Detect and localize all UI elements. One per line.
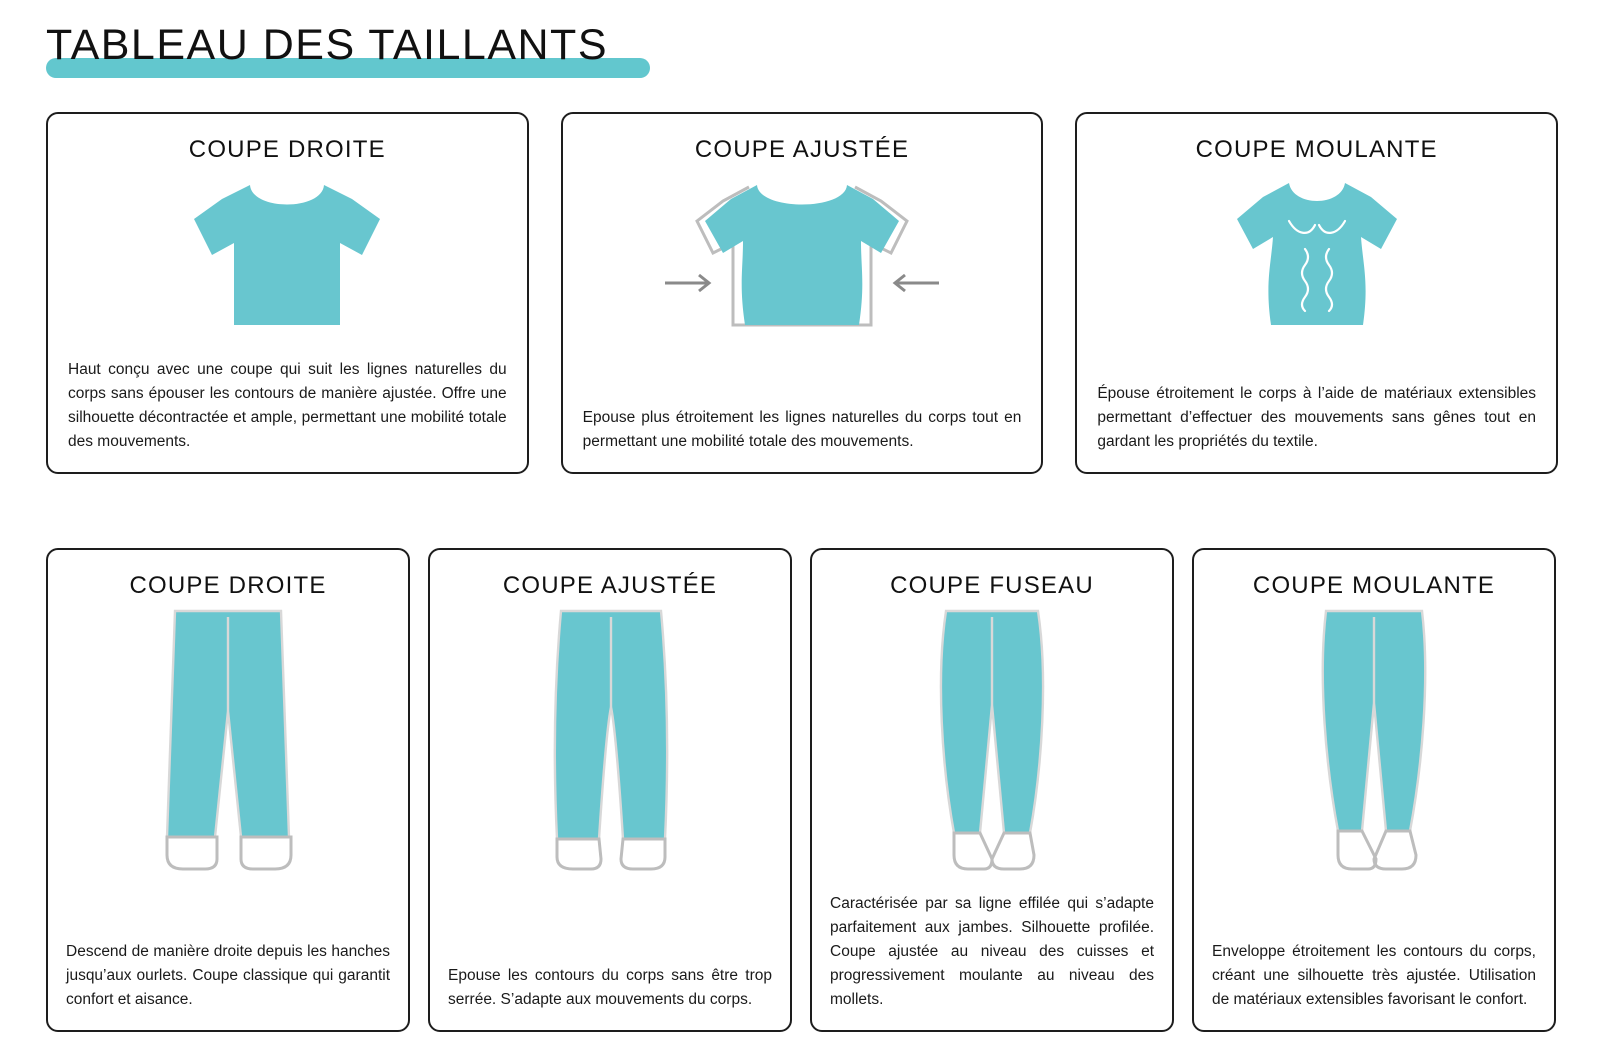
card-bottom-coupe-ajustee[interactable] — [428, 548, 792, 1032]
pants-tapered-icon — [830, 606, 1154, 876]
card-title: COUPE MOULANTE — [1195, 136, 1438, 163]
card-bottom-coupe-moulante[interactable] — [1192, 548, 1556, 1032]
card-description: Enveloppe étroitement les contours du corps, créant une silhouette très ajustée. Utilisation de matériaux extensibles favorisant le confort. — [1212, 942, 1536, 1008]
bottoms-section — [46, 548, 1558, 1032]
pants-tight-icon — [1212, 606, 1536, 876]
card-top-coupe-ajustee[interactable] — [561, 112, 1044, 474]
card-description: Haut conçu avec une coupe qui suit les lignes naturelles du corps sans épouser les contours de manière ajustée. Offre une silhouette décontractée et ample, permettant une mobilité totale des mouvements. — [68, 360, 507, 450]
card-bottom-coupe-droite[interactable] — [46, 548, 410, 1032]
card-title: COUPE MOULANTE — [1252, 572, 1496, 599]
tshirt-straight-icon — [68, 170, 507, 340]
tshirt-fitted-icon — [583, 170, 1022, 340]
card-title: COUPE AJUSTÉE — [694, 136, 910, 163]
card-top-coupe-droite[interactable] — [46, 112, 529, 474]
card-description: Epouse plus étroitement les lignes naturelles du corps tout en permettant une mobilité totale des mouvements. — [582, 408, 1022, 450]
card-description: Epouse les contours du corps sans être trop serrée. S’adapte aux mouvements du corps. — [448, 966, 772, 1008]
page-title-block — [46, 14, 608, 76]
card-title: COUPE FUSEAU — [890, 572, 1094, 599]
card-title: COUPE AJUSTÉE — [502, 572, 718, 599]
card-top-coupe-moulante[interactable] — [1075, 112, 1558, 474]
pants-fitted-icon — [448, 606, 772, 876]
tshirt-tight-icon — [1097, 170, 1536, 340]
page-title: TABLEAU DES TAILLANTS — [46, 21, 609, 69]
card-description: Épouse étroitement le corps à l’aide de matériaux extensibles permettant d’effectuer des mouvements sans gênes tout en gardant les propriétés du textile. — [1097, 384, 1537, 450]
tops-section — [46, 112, 1558, 474]
card-bottom-coupe-fuseau[interactable] — [810, 548, 1174, 1032]
card-description: Caractérisée par sa ligne effilée qui s’adapte parfaitement aux jambes. Silhouette profilée. Coupe ajustée au niveau des cuisses et progressivement moulante au niveau des mollets. — [830, 894, 1154, 1008]
pants-straight-icon — [66, 606, 390, 876]
card-title: COUPE DROITE — [129, 572, 327, 599]
card-description: Descend de manière droite depuis les hanches jusqu’aux ourlets. Coupe classique qui garantit confort et aisance. — [66, 942, 390, 1008]
card-title: COUPE DROITE — [188, 136, 386, 163]
